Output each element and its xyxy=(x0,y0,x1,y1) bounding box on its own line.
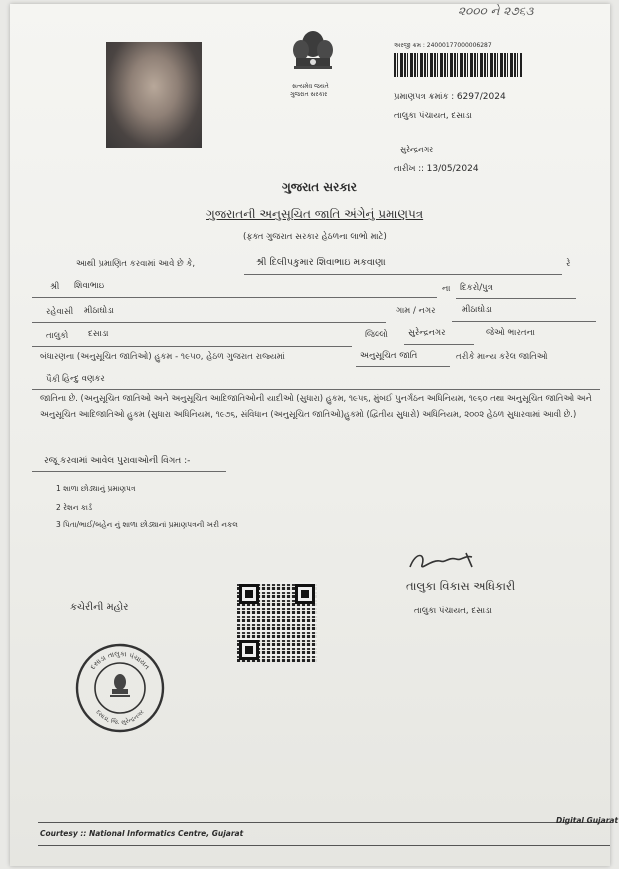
certificate-subtitle: (ફક્ત ગુજરાત સરકાર હેઠળના લાભો માટે) xyxy=(243,232,387,242)
category-suffix: તરીકે માન્ય કરેલ જાતિઓ xyxy=(456,352,548,362)
relation-underline xyxy=(456,298,576,299)
footer-courtesy: Courtesy :: National Informatics Centre, Gujarat xyxy=(40,829,244,838)
district-label: જિલ્લો xyxy=(365,330,388,340)
name-suffix: રે xyxy=(566,259,571,269)
father-prefix: શ્રી xyxy=(50,282,60,292)
taluka-value: દસાડા xyxy=(88,329,109,339)
signature-mark xyxy=(406,549,486,575)
resident-underline xyxy=(32,322,386,323)
application-number: 24000177000006287 xyxy=(426,42,492,49)
application-number-row xyxy=(394,42,492,50)
qr-code xyxy=(237,582,317,662)
village-value: મીઠાઘોડા xyxy=(462,305,492,315)
village-label: ગામ / નગર xyxy=(396,306,436,316)
handwritten-reference: ૨૦૦૦ ને ૨૭૬૩ xyxy=(458,4,534,18)
signatory-designation: તાલુકા વિકાસ અધિકારી xyxy=(406,579,516,593)
resident-village: મીઠાઘોડા xyxy=(84,306,114,316)
father-underline xyxy=(32,297,437,298)
village-underline xyxy=(452,321,596,322)
footer-brand: Digital Gujarat xyxy=(556,816,619,825)
issue-date: 13/05/2024 xyxy=(426,164,479,174)
father-name: શિવાભાઇ xyxy=(74,281,105,291)
district-value: સુરેન્દ્રનગર xyxy=(408,328,446,338)
certificate-page xyxy=(10,4,619,866)
barcode xyxy=(394,53,522,77)
seal-bottom-text: દસાડા, જિ. સુરેન્દ્રનગર xyxy=(94,708,146,727)
govt-title: ગુજરાત સરકાર xyxy=(282,180,357,194)
header-office: તાલુકા પંચાયત, દસાડા xyxy=(394,111,472,121)
resident-label: રહેવાસી xyxy=(46,307,74,317)
relation-label: ના xyxy=(442,284,451,294)
certificate-number-row xyxy=(394,92,506,102)
legal-paragraph: જાતિના છે. (અનુસૂચિત જાતિઓ અને અનુસૂચિત આદિજાતિઓની યાદીઓ (સુધારા) હુકમ, ૧૯૫૬, મુંબઈ પુનર્ગઠન અધિનિયમ, ૧૯૬૦ તથા અનુસૂચિત જાતિઓ અને અનુસૂચિત આદિજાતિઓ હુકમ (સુધારા અધિનિયમ, ૧૯૭૬, સંવિધાન (અનુસૂચિત જાતિઓ)હુકમો (દ્વિતીય સુધારો) અધિનિયમ, ૨૦૦૨ હેઠળ સુધારવામાં આવી છે.) xyxy=(40,393,592,419)
seal-top-text: દસાડા તાલુકા પંચાયત xyxy=(88,649,152,672)
emblem-caption-2: ગુજરાત સરકાર xyxy=(290,91,328,98)
date-label: તારીખ :: xyxy=(394,164,424,174)
applicant-photo xyxy=(106,42,202,148)
document-item: 2 રેશન કાર્ડ xyxy=(56,503,93,512)
documents-heading-underline xyxy=(32,471,226,472)
sub-caste-value: હિન્દુ વણકર xyxy=(62,374,105,384)
documents-heading: રજૂ કરવામાં આવેલ પુરાવાઓની વિગત :- xyxy=(44,456,191,466)
category-value: અનુસૂચિત જાતિ xyxy=(360,351,418,361)
certificate-number-label: પ્રમાણપત્ર ક્રમાંક : xyxy=(394,92,455,102)
taluka-underline xyxy=(32,346,352,347)
applicant-name: શ્રી દિલીપકુમાર શિવાભાઇ મકવાણા xyxy=(256,257,386,268)
certificate-number: 6297/2024 xyxy=(456,92,506,102)
category-underline xyxy=(356,366,450,367)
constitution-label: બંધારણના (અનુસૂચિત જાતિઓ) હુકમ - ૧૯૫૦, હેઠળ ગુજરાત રાજ્યમાં xyxy=(40,352,285,362)
header-place: સુરેન્દ્રનગર xyxy=(400,145,434,154)
application-number-label: અરજી ક્રમ : xyxy=(394,42,425,49)
signatory-office: તાલુકા પંચાયત, દસાડા xyxy=(414,606,492,616)
sub-caste-label: પૈકી xyxy=(46,375,60,385)
date-row xyxy=(394,164,479,174)
relation-value: દિકરો/પુત્ર xyxy=(460,283,493,293)
office-seal-label: કચેરીની મહોર xyxy=(70,602,129,613)
district-underline xyxy=(404,344,474,345)
taluka-label: તાલુકો xyxy=(46,331,69,341)
intro-label: આથી પ્રમાણિત કરવામાં આવે છે કે, xyxy=(76,259,196,269)
document-item: 3 પિતા/ભાઈ/બહેન નું શાળા છોડ્યાનાં પ્રમાણપત્રની ખરી નકલ xyxy=(56,520,238,529)
emblem-caption-1: સત્યમેવ જયતે xyxy=(292,83,329,90)
district-suffix: જેઓ ભારતના xyxy=(486,328,535,338)
office-seal-stamp xyxy=(74,642,166,734)
certificate-title: ગુજરાતની અનુસૂચિત જાતિ અંગેનું પ્રમાણપત્ર xyxy=(206,207,424,221)
document-item: 1 શાળા છોડ્યાનું પ્રમાણપત્ર xyxy=(56,484,136,493)
name-underline xyxy=(244,274,562,275)
